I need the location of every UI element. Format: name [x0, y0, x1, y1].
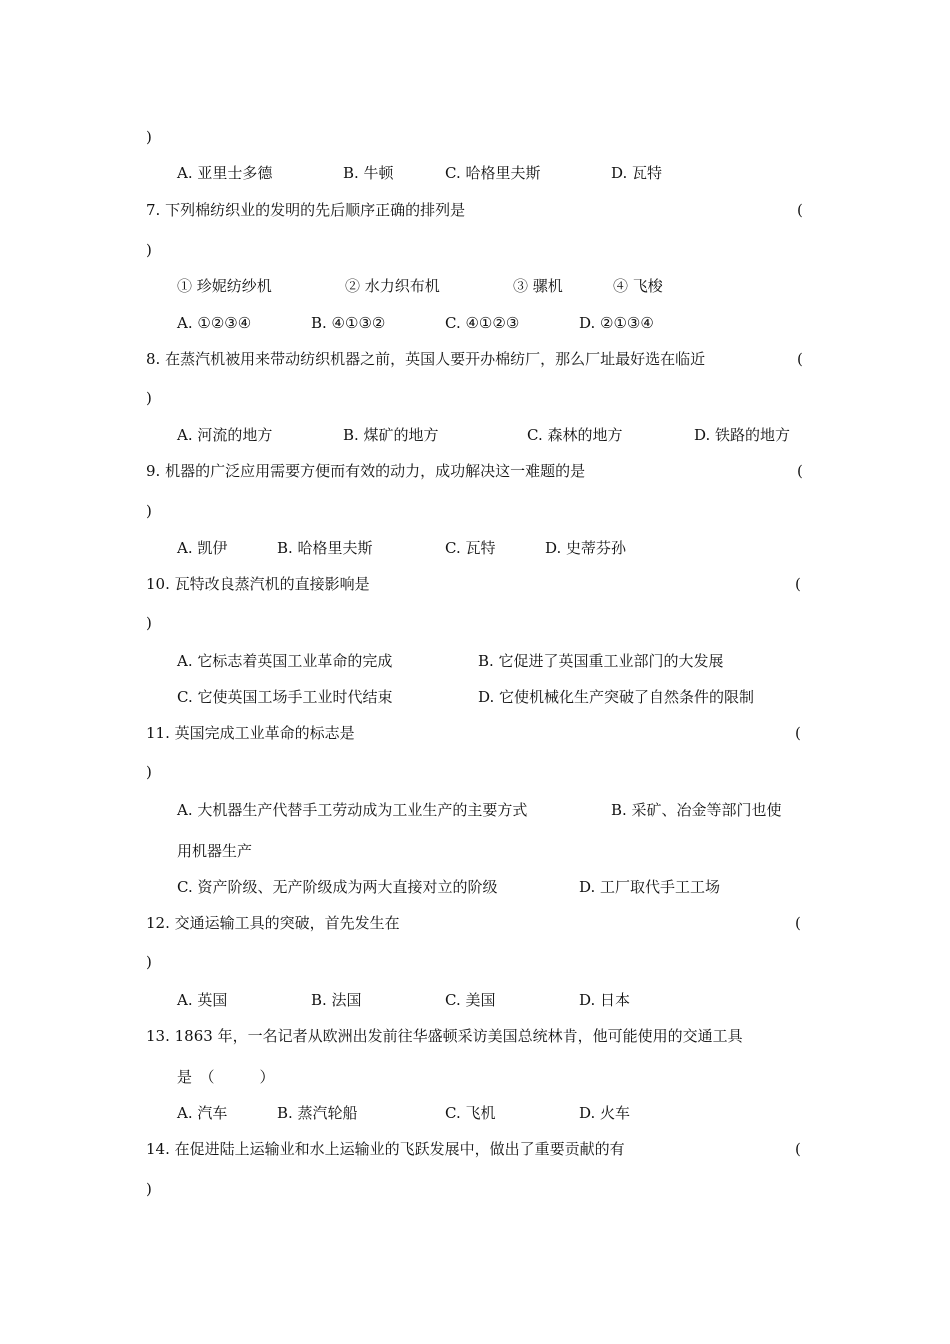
q11-option-d[interactable]: D. 工厂取代手工工场: [579, 878, 721, 896]
q9-close-paren: ): [146, 502, 152, 520]
q10-stem: 10. 瓦特改良蒸汽机的直接影响是: [146, 575, 370, 593]
q7-open-paren: (: [797, 201, 803, 219]
q9-option-b[interactable]: B. 哈格里夫斯: [277, 539, 373, 557]
q6-close-paren: ): [146, 128, 152, 146]
q10-option-b[interactable]: B. 它促进了英国重工业部门的大发展: [478, 652, 724, 670]
q13-stem: 13. 1863 年，一名记者从欧洲出发前往华盛顿采访美国总统林肯，他可能使用的交通工具: [146, 1027, 743, 1045]
q11-open-paren: (: [795, 724, 801, 742]
q7-option-a[interactable]: A. ①②③④: [177, 314, 252, 332]
q12-option-b[interactable]: B. 法国: [311, 991, 362, 1009]
q10-option-a[interactable]: A. 它标志着英国工业革命的完成: [177, 652, 393, 670]
q7-item-2: ② 水力织布机: [345, 277, 440, 295]
q13-stem-continued: 是 （ ）: [177, 1068, 275, 1086]
q11-option-b-continued: 用机器生产: [177, 842, 253, 860]
q12-open-paren: (: [795, 914, 801, 932]
q6-option-a[interactable]: A. 亚里士多德: [177, 164, 273, 182]
q8-option-d[interactable]: D. 铁路的地方: [694, 426, 791, 444]
q12-option-d[interactable]: D. 日本: [579, 991, 631, 1009]
q7-close-paren: ): [146, 241, 152, 259]
q11-option-a[interactable]: A. 大机器生产代替手工劳动成为工业生产的主要方式: [177, 801, 528, 819]
q11-close-paren: ): [146, 763, 152, 781]
q12-option-a[interactable]: A. 英国: [177, 991, 228, 1009]
q12-option-c[interactable]: C. 美国: [445, 991, 496, 1009]
q14-open-paren: (: [795, 1140, 801, 1158]
q7-item-3: ③ 骡机: [513, 277, 563, 295]
q10-open-paren: (: [795, 575, 801, 593]
q7-option-b[interactable]: B. ④①③②: [311, 314, 386, 332]
q11-stem: 11. 英国完成工业革命的标志是: [146, 724, 355, 742]
q9-option-c[interactable]: C. 瓦特: [445, 539, 496, 557]
q14-stem: 14. 在促进陆上运输业和水上运输业的飞跃发展中，做出了重要贡献的有: [146, 1140, 625, 1158]
q8-close-paren: ): [146, 389, 152, 407]
q13-option-c[interactable]: C. 飞机: [445, 1104, 496, 1122]
q13-option-d[interactable]: D. 火车: [579, 1104, 631, 1122]
q12-stem: 12. 交通运输工具的突破，首先发生在: [146, 914, 400, 932]
q9-option-d[interactable]: D. 史蒂芬孙: [545, 539, 627, 557]
q8-option-c[interactable]: C. 森林的地方: [527, 426, 623, 444]
q10-option-d[interactable]: D. 它使机械化生产突破了自然条件的限制: [478, 688, 755, 706]
q10-option-c[interactable]: C. 它使英国工场手工业时代结束: [177, 688, 393, 706]
q9-option-a[interactable]: A. 凯伊: [177, 539, 228, 557]
q13-option-a[interactable]: A. 汽车: [177, 1104, 228, 1122]
q9-open-paren: (: [797, 462, 803, 480]
q12-close-paren: ): [146, 953, 152, 971]
q8-stem: 8. 在蒸汽机被用来带动纺织机器之前，英国人要开办棉纺厂，那么厂址最好选在临近: [146, 350, 706, 368]
q6-option-c[interactable]: C. 哈格里夫斯: [445, 164, 541, 182]
q8-option-b[interactable]: B. 煤矿的地方: [343, 426, 439, 444]
q6-option-b[interactable]: B. 牛顿: [343, 164, 394, 182]
q8-option-a[interactable]: A. 河流的地方: [177, 426, 273, 444]
q10-close-paren: ): [146, 614, 152, 632]
q7-item-1: ① 珍妮纺纱机: [177, 277, 272, 295]
q6-option-d[interactable]: D. 瓦特: [611, 164, 663, 182]
q11-option-b[interactable]: B. 采矿、冶金等部门也使: [611, 801, 782, 819]
q7-option-d[interactable]: D. ②①③④: [579, 314, 654, 332]
q13-option-b[interactable]: B. 蒸汽轮船: [277, 1104, 358, 1122]
q11-option-c[interactable]: C. 资产阶级、无产阶级成为两大直接对立的阶级: [177, 878, 498, 896]
q14-close-paren: ): [146, 1180, 152, 1198]
q7-option-c[interactable]: C. ④①②③: [445, 314, 520, 332]
q9-stem: 9. 机器的广泛应用需要方便而有效的动力，成功解决这一难题的是: [146, 462, 586, 480]
q8-open-paren: (: [797, 350, 803, 368]
q7-item-4: ④ 飞梭: [613, 277, 663, 295]
q7-stem: 7. 下列棉纺织业的发明的先后顺序正确的排列是: [146, 201, 466, 219]
